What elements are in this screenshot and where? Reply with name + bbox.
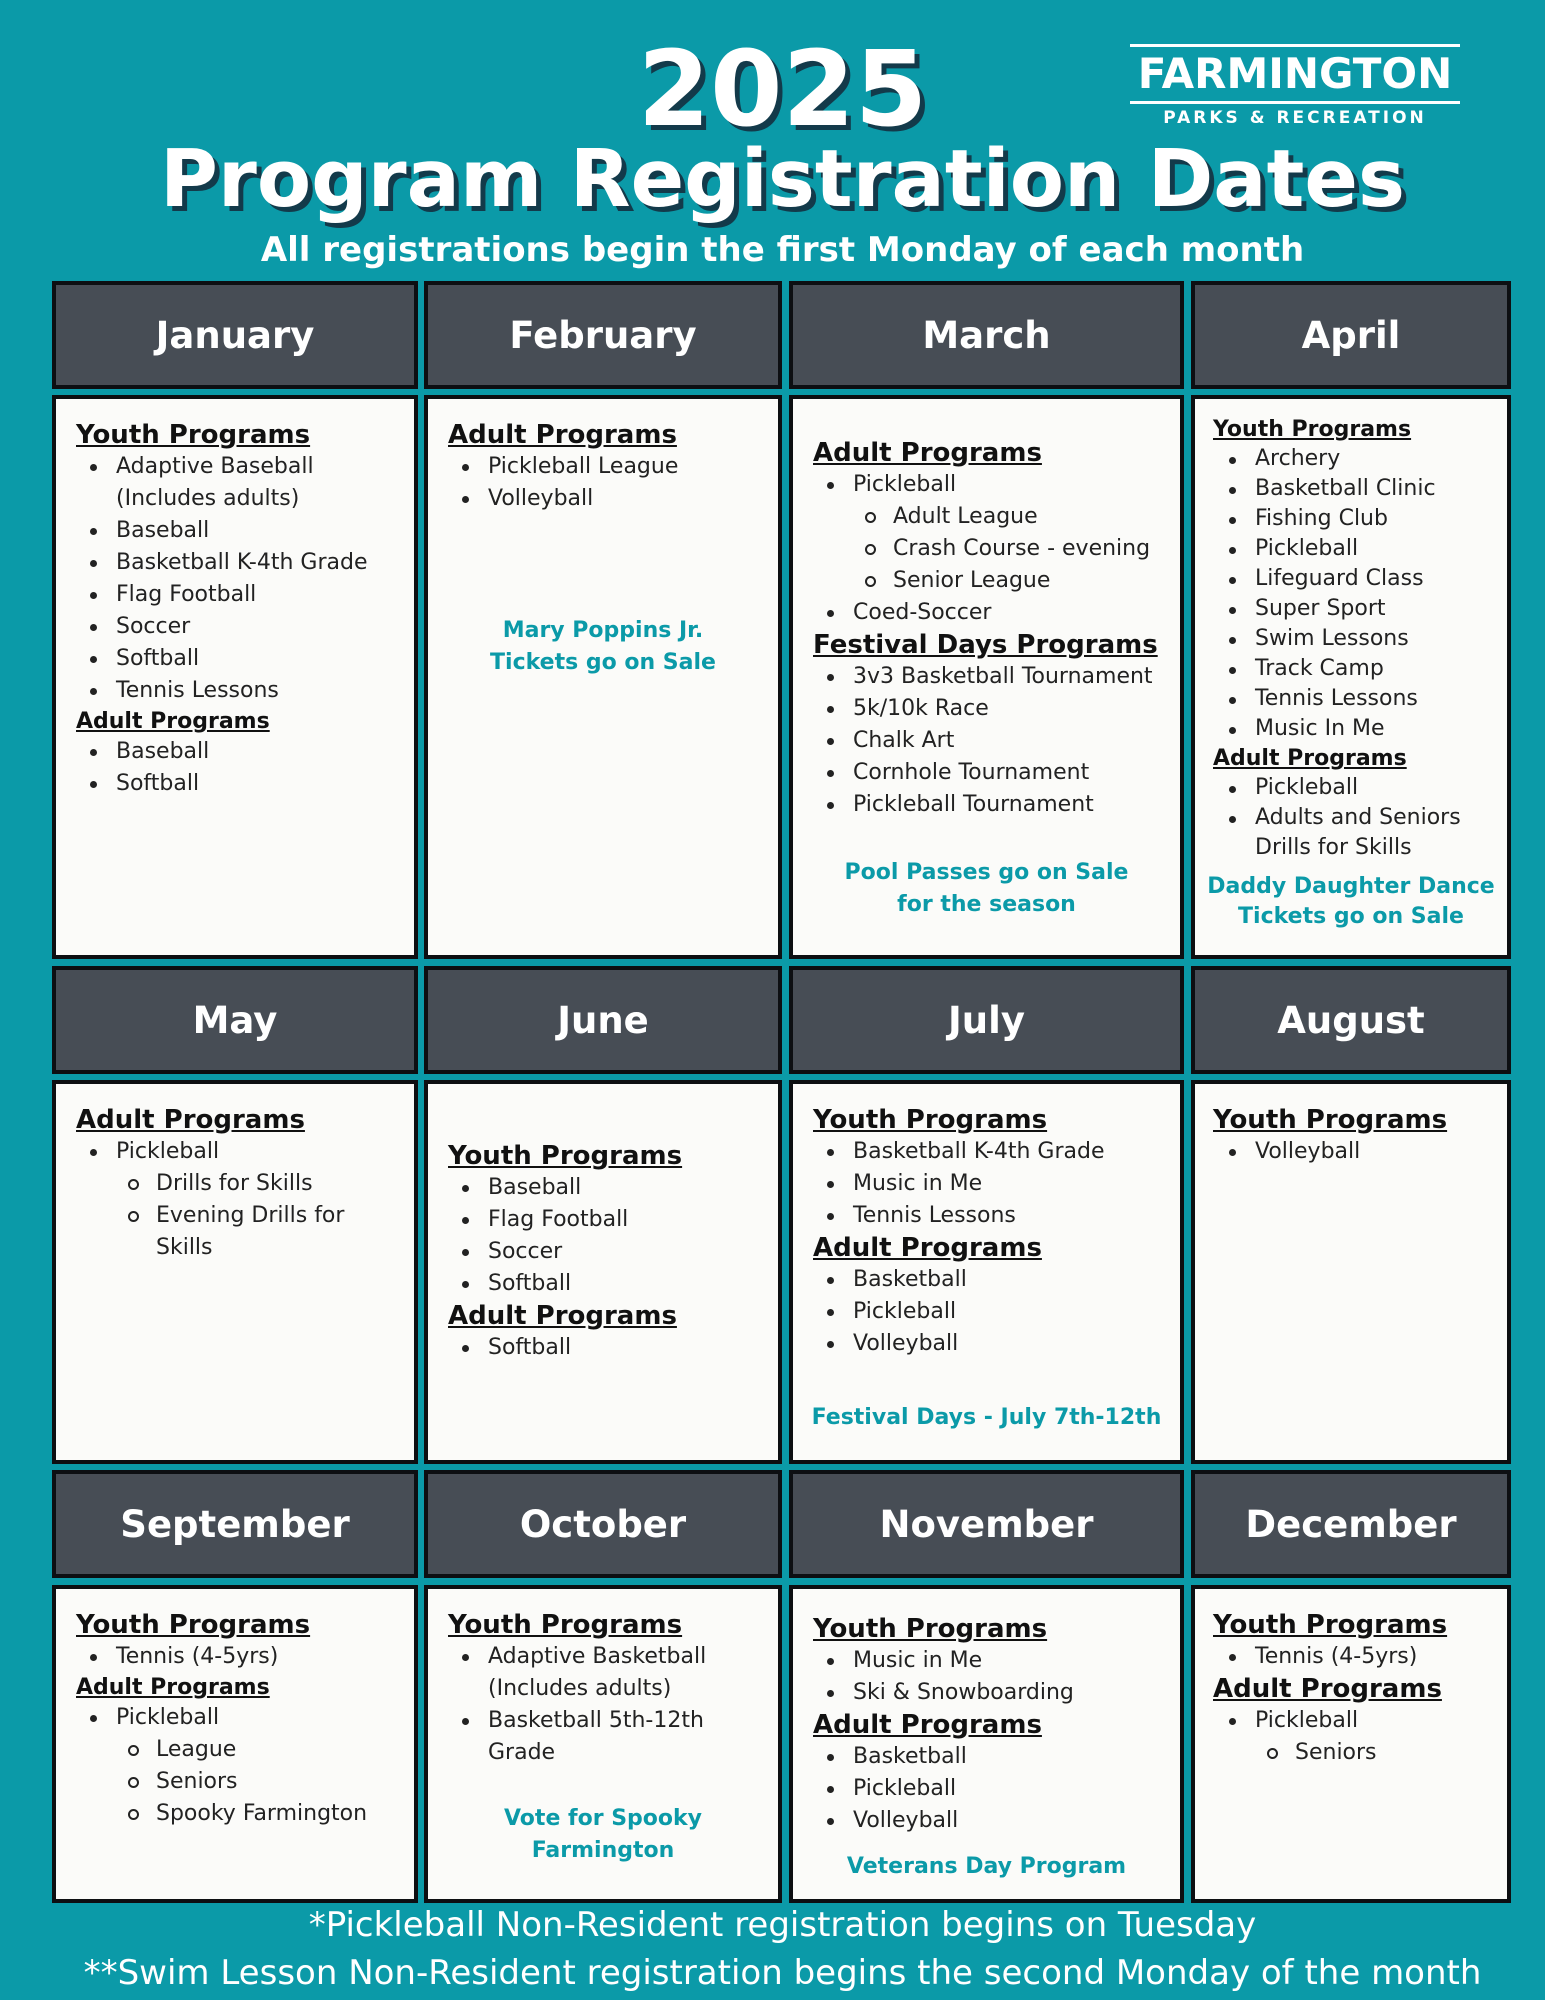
event-note-line-1: Festival Days - July 7th-12th	[811, 1405, 1162, 1430]
month-header-november: November	[789, 1470, 1184, 1578]
adult-program-list	[56, 1136, 414, 1264]
list-item: Baseball	[56, 736, 414, 768]
youth-program-list	[1195, 444, 1507, 744]
month-box-december	[1191, 1585, 1511, 1903]
list-subitem: Seniors	[1195, 1737, 1507, 1769]
month-header-january: January	[52, 281, 418, 389]
list-item: Tennis Lessons	[1195, 684, 1507, 714]
list-item: Volleyball	[793, 1805, 1180, 1837]
list-item: Soccer	[428, 1236, 778, 1268]
adult-program-list	[56, 736, 414, 800]
list-item: Cornhole Tournament	[793, 757, 1180, 789]
list-item: 5k/10k Race	[793, 693, 1180, 725]
list-item: Pickleball	[1195, 1705, 1507, 1737]
section-heading-youth: Youth Programs	[448, 1610, 683, 1640]
month-header-december: December	[1191, 1470, 1511, 1578]
list-item: Pickleball	[56, 1136, 414, 1168]
month-header-june: June	[424, 966, 782, 1074]
month-header-march: March	[789, 281, 1184, 389]
section-heading-adult: Adult Programs	[813, 1710, 1042, 1740]
logo-name: FARMINGTON	[1137, 49, 1453, 98]
section-heading-youth: Youth Programs	[76, 1610, 311, 1640]
list-item: Track Camp	[1195, 654, 1507, 684]
event-note-line-1: Pool Passes go on Sale	[844, 860, 1129, 885]
month-box-february	[424, 395, 782, 959]
youth-program-list	[428, 1641, 778, 1769]
list-item: Pickleball	[56, 1702, 414, 1734]
list-item: Coed-Soccer	[793, 597, 1180, 629]
list-item: Flag Football	[56, 579, 414, 611]
list-subitem: Seniors	[56, 1766, 414, 1798]
list-subitem: Senior League	[793, 565, 1180, 597]
section-heading-youth: Youth Programs	[1213, 1105, 1448, 1135]
event-note-line-1: Vote for Spooky	[503, 1806, 703, 1831]
youth-program-list	[793, 1136, 1180, 1232]
list-item: Flag Football	[428, 1204, 778, 1236]
list-item: Soccer	[56, 611, 414, 643]
list-item: Archery	[1195, 444, 1507, 474]
list-item: Basketball	[793, 1264, 1180, 1296]
list-item: Pickleball	[793, 469, 1180, 501]
month-box-may	[52, 1080, 418, 1464]
page-subtitle: All registrations begin the first Monday of each month	[260, 230, 1305, 270]
event-note-line-1: Daddy Daughter Dance	[1207, 874, 1495, 899]
list-item: Pickleball League	[428, 451, 778, 483]
list-item: Chalk Art	[793, 725, 1180, 757]
youth-program-list	[1195, 1641, 1507, 1673]
list-item: Volleyball	[1195, 1136, 1507, 1168]
list-item: Tennis (4-5yrs)	[1195, 1641, 1507, 1673]
youth-program-list	[56, 451, 414, 707]
adult-program-list	[56, 1702, 414, 1830]
section-heading-youth: Youth Programs	[1213, 1610, 1448, 1640]
list-item: Basketball K-4th Grade	[56, 547, 414, 579]
list-item: Music in Me	[793, 1168, 1180, 1200]
section-heading-adult: Adult Programs	[1213, 1674, 1442, 1704]
list-item: Adaptive Basketball (Includes adults)	[428, 1641, 778, 1705]
list-subitem: Spooky Farmington	[56, 1798, 414, 1830]
adult-program-list	[1195, 773, 1507, 863]
section-heading-adult: Adult Programs	[76, 1675, 270, 1700]
adult-program-list	[428, 451, 778, 515]
list-item: Basketball 5th-12th Grade	[428, 1705, 778, 1769]
logo-tagline: PARKS & RECREATION	[1163, 108, 1427, 128]
list-item: Softball	[56, 643, 414, 675]
youth-program-list	[1195, 1136, 1507, 1168]
list-item: Softball	[56, 768, 414, 800]
festival-program-list	[793, 661, 1180, 821]
list-item: Tennis Lessons	[793, 1200, 1180, 1232]
month-box-october	[424, 1585, 782, 1903]
section-heading-adult: Adult Programs	[448, 1301, 677, 1331]
list-item: Adaptive Baseball (Includes adults)	[56, 451, 414, 515]
list-item: Baseball	[428, 1172, 778, 1204]
section-heading-adult: Adult Programs	[76, 1105, 305, 1135]
list-item: Adults and Seniors Drills for Skills	[1195, 803, 1507, 863]
month-header-september: September	[52, 1470, 418, 1578]
list-item: Softball	[428, 1332, 778, 1364]
list-item: Basketball K-4th Grade	[793, 1136, 1180, 1168]
list-item: Basketball	[793, 1741, 1180, 1773]
list-item: Fishing Club	[1195, 504, 1507, 534]
list-item: Swim Lessons	[1195, 624, 1507, 654]
adult-program-list	[793, 1264, 1180, 1360]
event-note-line-2: Farmington	[531, 1838, 675, 1863]
section-heading-adult: Adult Programs	[813, 1233, 1042, 1263]
list-item: Tennis (4-5yrs)	[56, 1641, 414, 1673]
month-header-may: May	[52, 966, 418, 1074]
list-item: Tennis Lessons	[56, 675, 414, 707]
month-box-july	[789, 1080, 1184, 1464]
event-note-line-2: Tickets go on Sale	[490, 650, 716, 675]
adult-program-list	[793, 469, 1180, 629]
list-item: Ski & Snowboarding	[793, 1677, 1180, 1709]
adult-program-list	[1195, 1705, 1507, 1769]
month-box-november	[789, 1585, 1184, 1903]
month-header-february: February	[424, 281, 782, 389]
page-title: Program Registration Dates	[160, 133, 1405, 225]
list-item: Pickleball	[1195, 773, 1507, 803]
section-heading-adult: Adult Programs	[1213, 746, 1407, 771]
month-header-april: April	[1191, 281, 1511, 389]
list-item: Volleyball	[428, 483, 778, 515]
list-item: Softball	[428, 1268, 778, 1300]
section-heading-adult: Adult Programs	[813, 438, 1042, 468]
list-item: Baseball	[56, 515, 414, 547]
section-heading-adult: Adult Programs	[448, 420, 677, 450]
list-item: Basketball Clinic	[1195, 474, 1507, 504]
section-heading-festival: Festival Days Programs	[813, 630, 1158, 660]
month-box-january	[52, 395, 418, 959]
list-item: Pickleball	[793, 1296, 1180, 1328]
month-header-october: October	[424, 1470, 782, 1578]
month-box-september	[52, 1585, 418, 1903]
month-box-march	[789, 395, 1184, 959]
list-item: Music In Me	[1195, 714, 1507, 744]
section-heading-youth: Youth Programs	[76, 420, 311, 450]
section-heading-youth: Youth Programs	[813, 1105, 1048, 1135]
month-header-july: July	[789, 966, 1184, 1074]
event-note-line-1: Veterans Day Program	[846, 1854, 1127, 1879]
section-heading-youth: Youth Programs	[1213, 417, 1412, 442]
list-item: Pickleball	[793, 1773, 1180, 1805]
list-item: Pickleball	[1195, 534, 1507, 564]
footnote-swim-lessons: **Swim Lesson Non-Resident registration begins the second Monday of the month	[83, 1953, 1482, 1993]
event-note-line-1: Mary Poppins Jr.	[502, 618, 704, 643]
list-item: Pickleball Tournament	[793, 789, 1180, 821]
youth-program-list	[428, 1172, 778, 1300]
section-heading-youth: Youth Programs	[813, 1614, 1048, 1644]
list-item: Lifeguard Class	[1195, 564, 1507, 594]
year-heading: 2025	[637, 28, 928, 150]
month-box-april	[1191, 395, 1511, 959]
youth-program-list	[793, 1645, 1180, 1709]
section-heading-adult: Adult Programs	[76, 709, 270, 734]
list-subitem: League	[56, 1734, 414, 1766]
list-subitem: Evening Drills for Skills	[56, 1200, 414, 1264]
adult-program-list	[428, 1332, 778, 1364]
list-item: 3v3 Basketball Tournament	[793, 661, 1180, 693]
youth-program-list	[56, 1641, 414, 1673]
month-box-august	[1191, 1080, 1511, 1464]
list-subitem: Adult League	[793, 501, 1180, 533]
event-note-line-2: Tickets go on Sale	[1238, 904, 1464, 929]
event-note-line-2: for the season	[897, 892, 1076, 917]
list-item: Super Sport	[1195, 594, 1507, 624]
list-subitem: Crash Course - evening	[793, 533, 1180, 565]
list-subitem: Drills for Skills	[56, 1168, 414, 1200]
farmington-logo	[1130, 44, 1460, 132]
adult-program-list	[793, 1741, 1180, 1837]
footnote-pickleball: *Pickleball Non-Resident registration begins on Tuesday	[308, 1905, 1257, 1945]
list-item: Music in Me	[793, 1645, 1180, 1677]
month-header-august: August	[1191, 966, 1511, 1074]
section-heading-youth: Youth Programs	[448, 1141, 683, 1171]
month-box-june	[424, 1080, 782, 1464]
list-item: Volleyball	[793, 1328, 1180, 1360]
